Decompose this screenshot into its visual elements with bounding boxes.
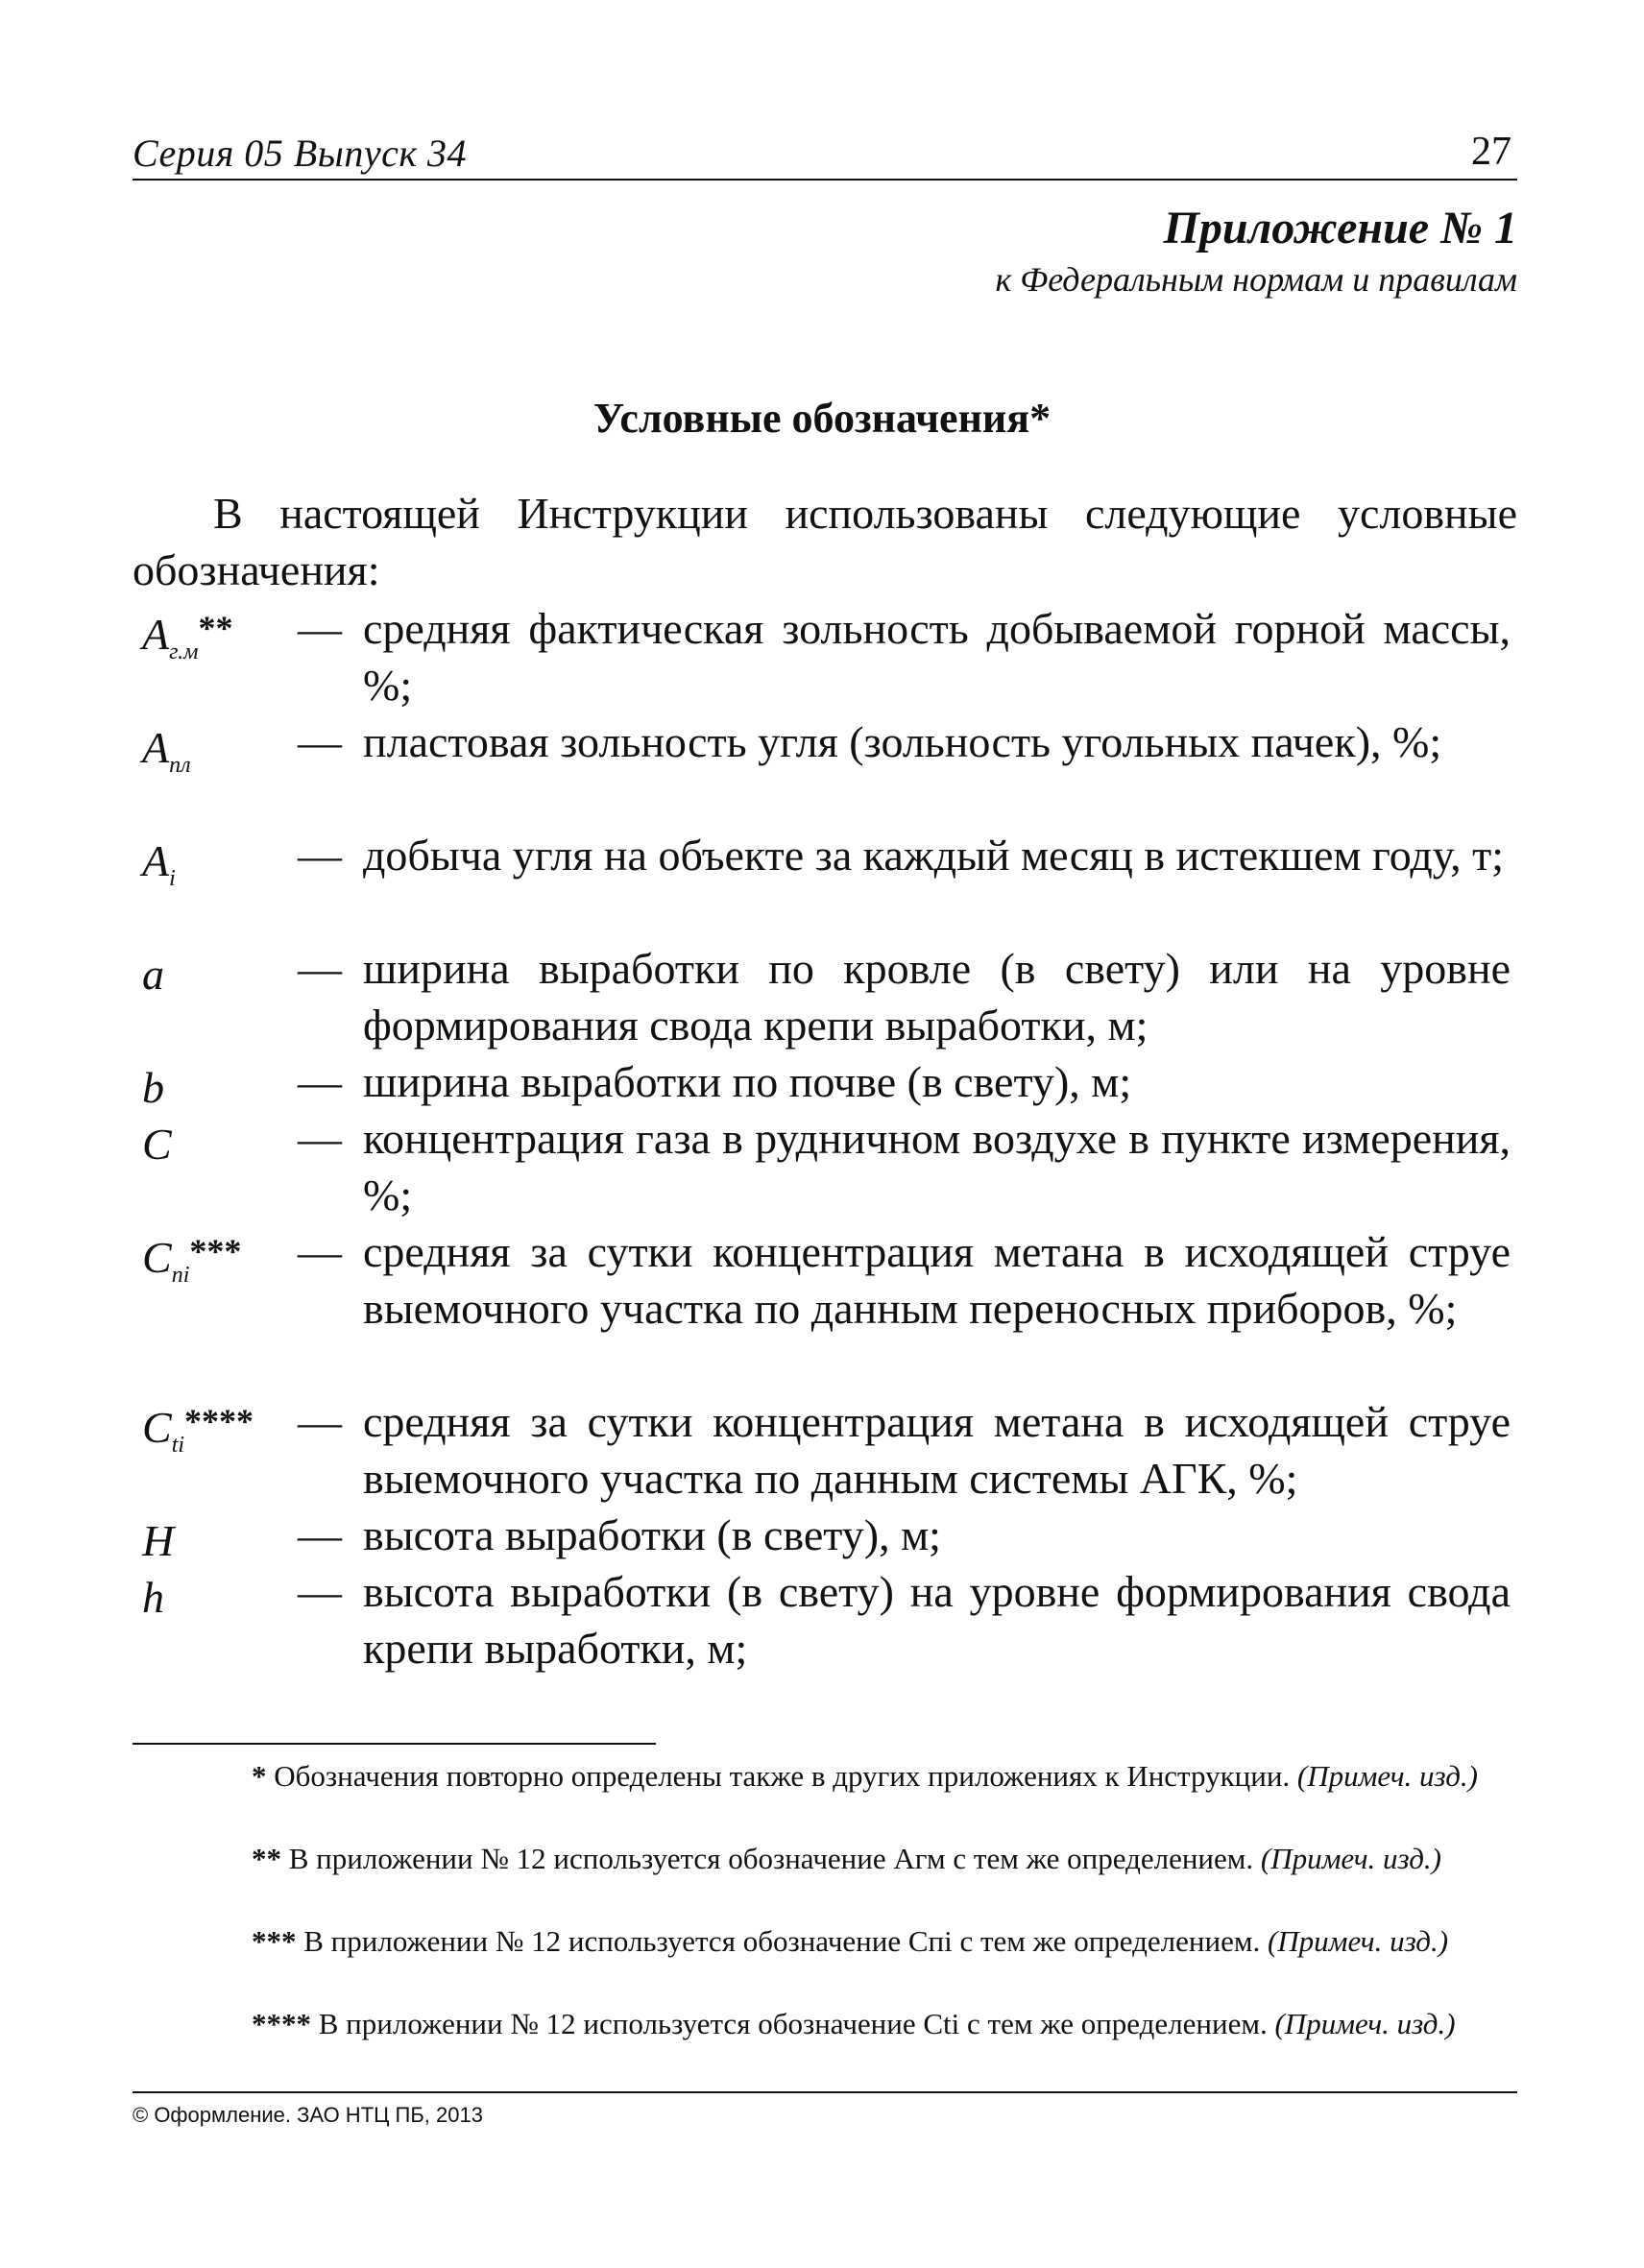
dash: — <box>298 1510 342 1559</box>
dash: — <box>298 1057 342 1106</box>
symbol <box>142 940 164 1021</box>
appendix-title: Приложение № 1 <box>1163 203 1517 253</box>
symbol-base: h <box>142 1573 164 1622</box>
dash: — <box>298 717 342 766</box>
symbol <box>142 827 176 907</box>
symbol-base: A <box>142 610 170 659</box>
symbol <box>142 713 191 794</box>
symbol-footnote-mark: **** <box>184 1402 254 1440</box>
symbol-subscript: ti <box>171 1433 185 1458</box>
symbol-definition: ширина выработки по кровле (в свету) или на уровне формирования свода крепи выработки, м; <box>363 944 1511 1050</box>
symbol-base: C <box>142 1233 172 1282</box>
symbol-base: A <box>142 723 170 772</box>
publisher-note: (Примеч. изд.) <box>1267 1924 1449 1958</box>
symbol-definition: концентрация газа в рудничном воздухе в пункте измерения, %; <box>363 1114 1511 1219</box>
page-number: 27 <box>1471 130 1511 174</box>
symbol-base: b <box>142 1063 164 1112</box>
symbol-definition: высота выработки (в свету), м; <box>363 1510 941 1559</box>
dash: — <box>298 1114 342 1163</box>
symbol-base: A <box>142 836 170 885</box>
footnote-text: В приложении № 12 используется обозначение Aгм с тем же определением. <box>288 1842 1254 1875</box>
footnote-text: В приложении № 12 используется обозначение Cпi с тем же определением. <box>303 1924 1261 1958</box>
footnote-mark: * <box>252 1759 267 1793</box>
symbol-definition: пластовая зольность угля (зольность угольных пачек), %; <box>363 717 1442 766</box>
dash: — <box>298 1227 342 1276</box>
symbol-subscript: i <box>169 866 176 891</box>
footnote-text: Обозначения повторно определены также в других приложениях к Инструкции. <box>274 1759 1291 1793</box>
symbol-subscript: пл <box>169 753 191 778</box>
symbol <box>142 1393 254 1474</box>
footnote <box>133 1838 1517 1879</box>
symbol-base: C <box>142 1403 172 1452</box>
dash: — <box>298 944 342 993</box>
symbol <box>142 1563 164 1644</box>
running-header <box>133 127 1517 181</box>
publisher-note: (Примеч. изд.) <box>1296 1759 1478 1793</box>
dash: — <box>298 1567 342 1616</box>
footnote <box>133 2003 1517 2044</box>
symbol-subscript: пi <box>171 1263 190 1288</box>
symbol-definition: средняя за сутки концентрация метана в исходящей струе выемочного участка по данным системы АГК, %; <box>363 1397 1511 1503</box>
symbol-footnote-mark: ** <box>198 609 233 647</box>
dash: — <box>298 1397 342 1446</box>
footnote-mark: ** <box>252 1842 281 1875</box>
symbol-base: a <box>142 950 164 999</box>
symbol-footnote-mark: *** <box>189 1232 242 1270</box>
symbol-definition: высота выработки (в свету) на уровне формирования свода крепи выработки, м; <box>363 1567 1511 1673</box>
footnote-mark: *** <box>252 1924 297 1958</box>
symbol-base: H <box>142 1516 175 1565</box>
symbol-base: C <box>142 1120 172 1169</box>
symbol-definition: средняя за сутки концентрация метана в исходящей струе выемочного участка по данным переносных приборов, %; <box>363 1227 1511 1333</box>
publisher-note: (Примеч. изд.) <box>1274 2007 1456 2040</box>
publisher-note: (Примеч. изд.) <box>1260 1842 1441 1875</box>
footnote-separator <box>133 1743 656 1745</box>
symbol <box>142 600 232 681</box>
intro-paragraph: В настоящей Инструкции использованы следующие условные обозначения: <box>133 489 1517 594</box>
symbol <box>142 1223 241 1304</box>
symbol-definition: ширина выработки по почве (в свету), м; <box>363 1057 1132 1106</box>
copyright-notice: © Оформление. ЗАО НТЦ ПБ, 2013 <box>133 2103 483 2127</box>
section-title: Условные обозначения* <box>592 395 1052 442</box>
dash: — <box>298 604 342 653</box>
footnote <box>133 1920 1517 1962</box>
footnote-text: В приложении № 12 используется обозначение Cti с тем же определением. <box>318 2007 1268 2040</box>
dash: — <box>298 831 342 880</box>
series-label: Серия 05 Выпуск 34 <box>133 132 468 175</box>
symbol-subscript: г.м <box>169 639 199 664</box>
footnote-mark: **** <box>252 2007 311 2040</box>
bottom-separator <box>133 2091 1517 2093</box>
appendix-subtitle: к Федеральным нормам и правилам <box>995 260 1517 299</box>
footnote <box>133 1755 1517 1797</box>
symbol <box>142 1110 172 1191</box>
symbol-definition: добыча угля на объекте за каждый месяц в истекшем году, т; <box>363 831 1505 880</box>
symbol-definition: средняя фактическая зольность добываемой горной массы, %; <box>363 604 1511 710</box>
